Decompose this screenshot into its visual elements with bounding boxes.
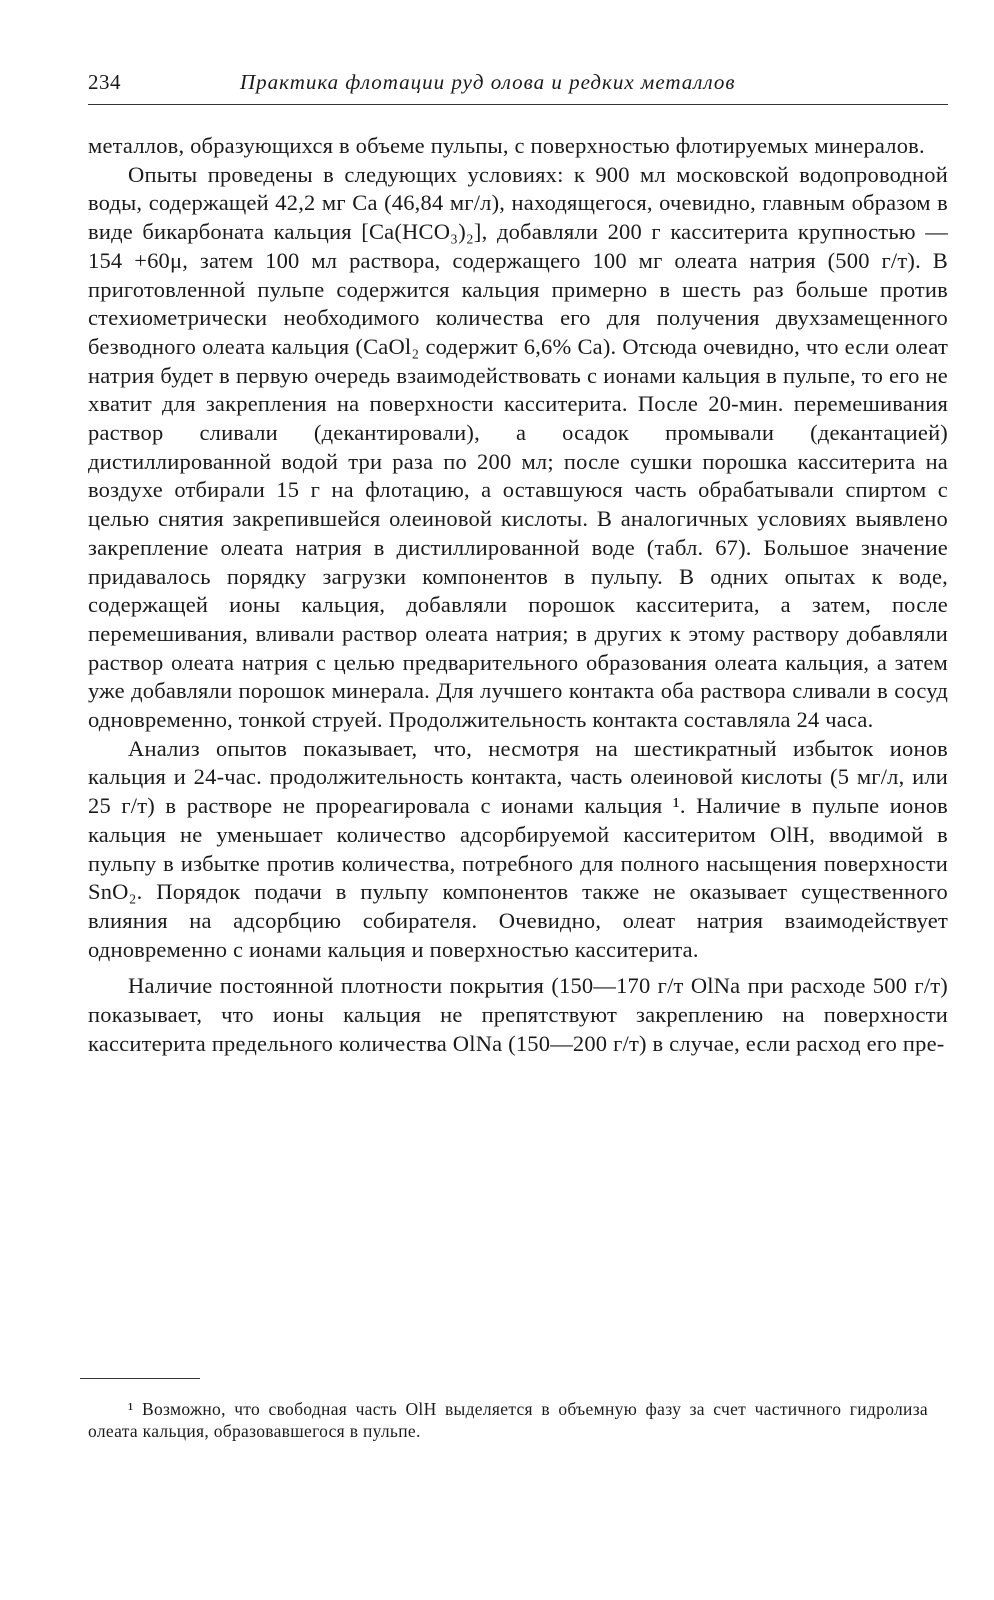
- page-header: [88, 70, 948, 104]
- paragraph-coverage: Наличие постоянной плотности покрытия (150—170 г/т OlNa при расходе 500 г/т) показывает, что ионы кальция не препятствуют закреплению на поверхности касситерита предельного количества OlNa (150—200 г/т) в случае, если расход его пре-: [88, 973, 948, 1056]
- paragraph-continuation: металлов, образующихся в объеме пульпы, с поверхностью флотируемых минералов.: [88, 133, 925, 158]
- paragraph-experiments: Опыты проведены в следующих условиях: к 900 мл московской водопроводной воды, содержащей 42,2 мг Ca (46,84 мг/л), находящегося, очевидно, главным образом в виде бикарбоната кальция [Ca(HCO₃)₂], добавляли 200 г касситерита крупностью — 154 +60μ, затем 100 мл раствора, содержащего 100 мг олеата натрия (500 г/т). В приготовленной пульпе содержится кальция примерно в шесть раз больше против стехиометрически необходимого количества его для получения двухзамещенного безводного олеата кальция (CaOl₂ содержит 6,6% Ca). Отсюда очевидно, что если олеат натрия будет в первую очередь взаимодействовать с ионами кальция в пульпе, то его не хватит для закрепления на поверхности касситерита. После 20-мин. перемешивания раствор сливали (декантировали), а осадок промывали (декантацией) дистиллированной водой три раза по 200 мл; после сушки порошка касситерита на воздухе отбирали 15 г на флотацию, а оставшуюся часть обрабатывали спиртом с целью снятия закрепившейся олеиновой кислоты. В аналогичных условиях выявлено закрепление олеата натрия в дистиллированной воде (табл. 67). Большое значение придавалось порядку загрузки компонентов в пульпу. В одних опытах к воде, содержащей ионы кальция, добавляли порошок касситерита, а затем, после перемешивания, вливали раствор олеата натрия; в других к этому раствору добавляли раствор олеата натрия с целью предварительного образования олеата кальция, а затем уже добавляли порошок минерала. Для лучшего контакта оба раствора сливали в сосуд одновременно, тонкой струей. Продолжительность контакта составляла 24 часа.: [88, 161, 948, 733]
- footnote: ¹ Возможно, что свободная часть OlH выделяется в объемную фазу за счет частичного гидролиза олеата кальция, образовавшегося в пульпе.: [88, 1399, 928, 1441]
- page-number: 234: [88, 70, 121, 94]
- body-text: [88, 132, 948, 1059]
- header-rule: [88, 104, 948, 105]
- running-title: Практика флотации руд олова и редких металлов: [240, 70, 736, 94]
- paragraph-analysis: Анализ опытов показывает, что, несмотря на шестикратный избыток ионов кальция и 24-час. продолжительность контакта, часть олеиновой кислоты (5 мг/л, или 25 г/т) в растворе не прореагировала с ионами кальция ¹. Наличие в пульпе ионов кальция не уменьшает количество адсорбируемой касситеритом OlH, вводимой в пульпу в избытке против количества, потребного для полного насыщения поверхности SnO₂. Порядок подачи в пульпу компонентов также не оказывает существенного влияния на адсорбцию собирателя. Очевидно, олеат натрия взаимодействует одновременно с ионами кальция и поверхностью касситерита.: [88, 735, 948, 962]
- footnote-rule: [80, 1378, 200, 1379]
